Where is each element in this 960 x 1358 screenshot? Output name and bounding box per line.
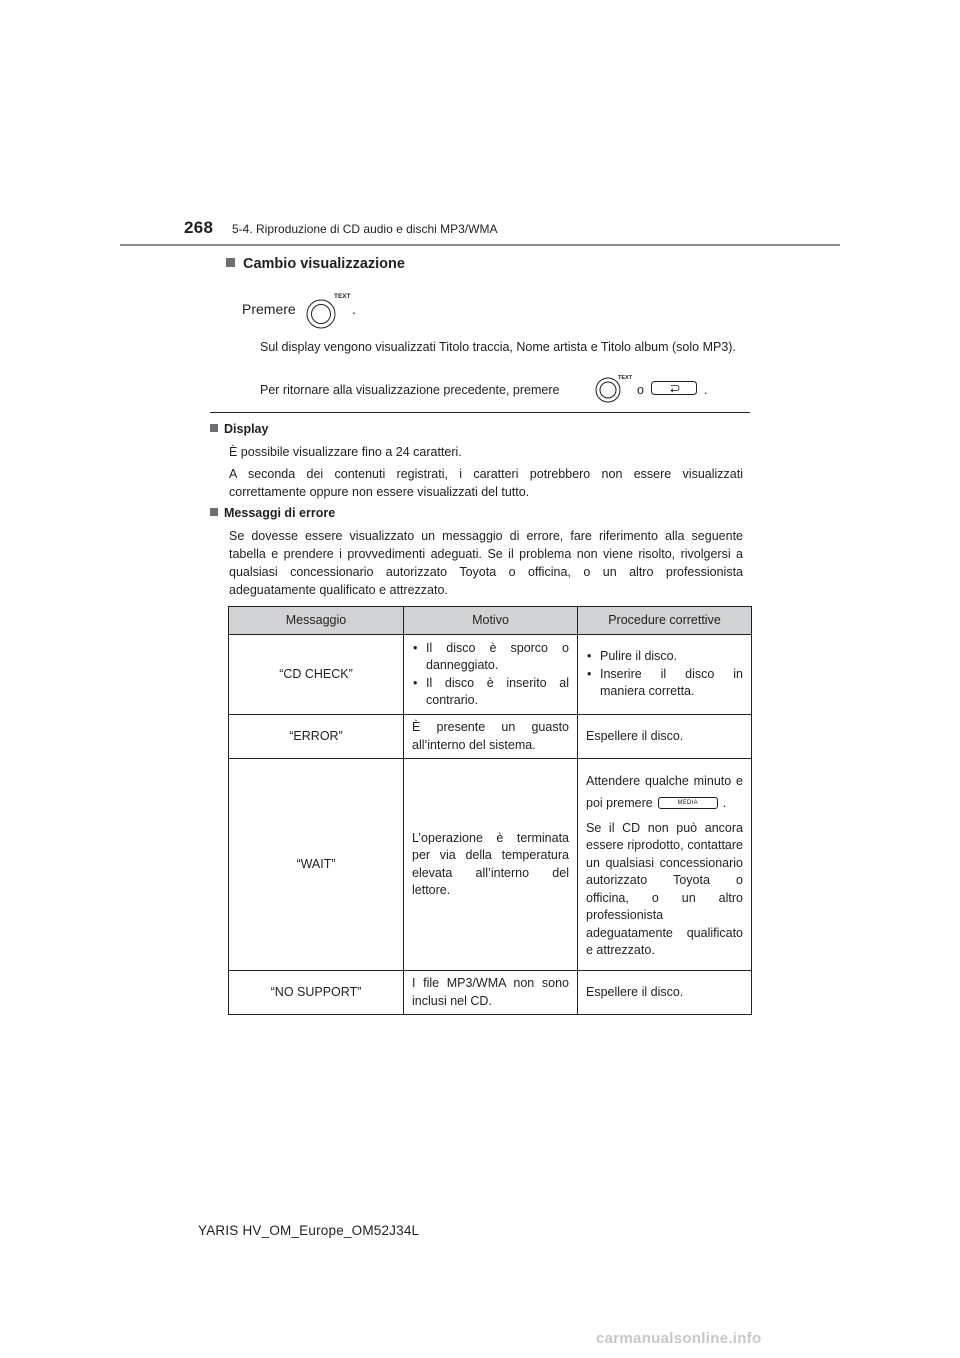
action-wait-p1-suffix: . bbox=[722, 795, 727, 810]
page-number: 268 bbox=[184, 218, 214, 237]
section-title: 5-4. Riproduzione di CD audio e dischi MP3/WMA bbox=[232, 222, 498, 236]
section-heading-text: Cambio visualizzazione bbox=[243, 256, 405, 272]
list-item: • Inserire il disco in maniera corretta. bbox=[586, 666, 743, 701]
return-suffix: . bbox=[704, 383, 708, 397]
table-header-row bbox=[229, 607, 752, 635]
list-item: • Pulire il disco. bbox=[586, 648, 743, 666]
message-cell: “CD CHECK” bbox=[229, 635, 404, 715]
table-row bbox=[229, 715, 752, 759]
document-code: YARIS HV_OM_Europe_OM52J34L bbox=[198, 1223, 420, 1238]
step-description: Sul display vengono visualizzati Titolo traccia, Nome artista e Titolo album (solo MP3). bbox=[260, 340, 736, 354]
error-messages-table bbox=[228, 606, 752, 1015]
reason-cell: I file MP3/WMA non sono inclusi nel CD. bbox=[404, 971, 578, 1015]
note-errors-heading bbox=[210, 506, 335, 520]
square-bullet-icon bbox=[210, 508, 218, 516]
return-instruction bbox=[260, 375, 746, 403]
note-display-heading bbox=[210, 422, 268, 436]
table-row bbox=[229, 759, 752, 971]
table-row bbox=[229, 635, 752, 715]
reason-cell bbox=[404, 635, 578, 715]
reason-cell: È presente un guasto all’interno del sistema. bbox=[404, 715, 578, 759]
message-cell: “ERROR” bbox=[229, 715, 404, 759]
list-item: • Il disco è inserito al contrario. bbox=[412, 675, 569, 710]
message-cell: “WAIT” bbox=[229, 759, 404, 971]
text-knob-icon bbox=[594, 373, 634, 403]
step-suffix: . bbox=[352, 301, 356, 317]
action-wait-p1-text: Attendere qualche minuto e poi premere bbox=[586, 773, 743, 810]
table-row bbox=[229, 971, 752, 1015]
text-knob-label: TEXT bbox=[618, 375, 633, 381]
note-errors-title: Messaggi di errore bbox=[224, 506, 336, 520]
text-knob-label: TEXT bbox=[334, 293, 351, 300]
message-cell: “NO SUPPORT” bbox=[229, 971, 404, 1015]
header-procedure: Procedure correttive bbox=[578, 607, 752, 635]
header-motivo: Motivo bbox=[404, 607, 578, 635]
action-cell bbox=[578, 759, 752, 971]
square-bullet-icon bbox=[210, 424, 218, 432]
section-heading bbox=[226, 256, 405, 272]
reason-cell: L’operazione è terminata per via della temperatura elevata all’interno del lettore. bbox=[404, 759, 578, 971]
note-display-p2: A seconda dei contenuti registrati, i caratteri potrebbero non essere visualizzati correttamente oppure non essere visualizzati del tutto. bbox=[229, 467, 743, 499]
step-prefix: Premere bbox=[242, 301, 296, 317]
text-knob-icon bbox=[306, 290, 352, 330]
media-button-icon: MEDIA bbox=[658, 797, 718, 809]
header-divider bbox=[120, 244, 840, 246]
note-display-p1: È possibile visualizzare fino a 24 caratteri. bbox=[229, 445, 462, 459]
action-wait-p2: Se il CD non può ancora essere riprodotto, contattare un qualsiasi concessionario autorizzato Toyota o officina, o un altro professionista adeguatamente qualificato e attrezzato. bbox=[586, 820, 743, 957]
note-errors-p1: Se dovesse essere visualizzato un messaggio di errore, fare riferimento alla seguente tabella e prendere i provvedimenti adeguati. Se il problema non viene risolto, rivolgersi a qualsiasi concessionario autorizzato Toyota o officina, o un altro professionista adeguatamente qualificato e attrezzato. bbox=[229, 529, 743, 597]
action-wait-p1 bbox=[586, 770, 743, 814]
action-cell: Espellere il disco. bbox=[578, 971, 752, 1015]
action-cell: Espellere il disco. bbox=[578, 715, 752, 759]
header-messaggio: Messaggio bbox=[229, 607, 404, 635]
list-item: • Il disco è sporco o danneggiato. bbox=[412, 640, 569, 675]
note-display-title: Display bbox=[224, 422, 269, 436]
square-bullet-icon bbox=[226, 258, 235, 267]
watermark: carmanualsonline.info bbox=[596, 1330, 762, 1347]
action-cell bbox=[578, 635, 752, 715]
section-divider bbox=[210, 412, 750, 413]
back-arrow-icon bbox=[651, 381, 697, 395]
return-prefix: Per ritornare alla visualizzazione precedente, premere bbox=[260, 383, 560, 397]
return-or: o bbox=[637, 383, 644, 397]
